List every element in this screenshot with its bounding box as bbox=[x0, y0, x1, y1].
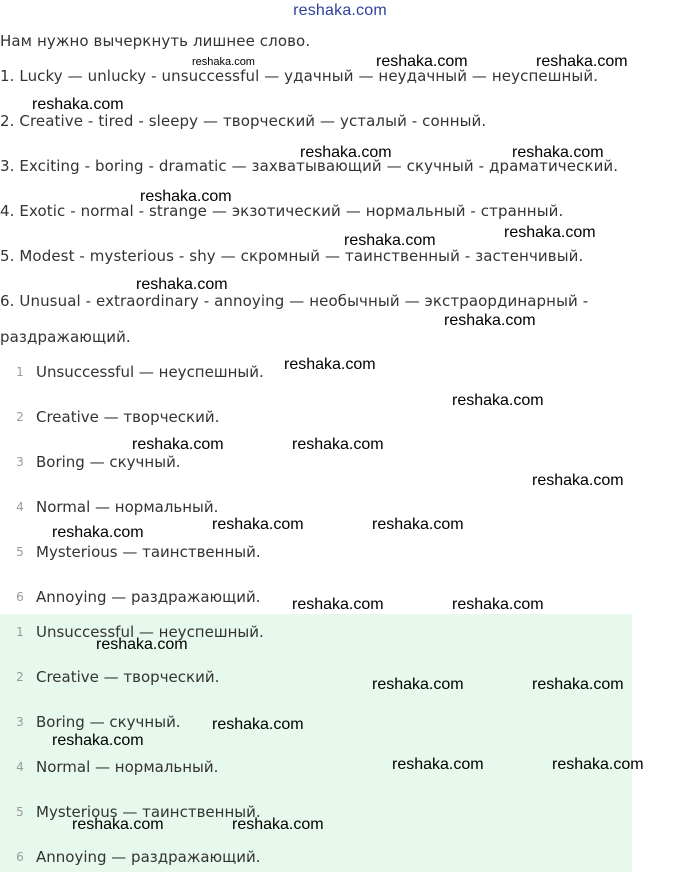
task-line-5: 5. Modest - mysterious - shy — скромный — таинственный - застенчивый. bbox=[0, 247, 584, 265]
list-text: Annoying — раздражающий. bbox=[36, 588, 261, 606]
watermark: reshaka.com bbox=[32, 96, 124, 113]
watermark: reshaka.com bbox=[344, 232, 436, 249]
watermark: reshaka.com bbox=[452, 596, 544, 613]
list-text: Boring — скучный. bbox=[36, 453, 181, 471]
list-number: 5 bbox=[16, 545, 24, 559]
task-line-3: 3. Exciting - boring - dramatic — захватывающий — скучный - драматический. bbox=[0, 157, 619, 175]
watermark: reshaka.com bbox=[292, 596, 384, 613]
intro-text: Нам нужно вычеркнуть лишнее слово. bbox=[0, 32, 311, 50]
list-text: Creative — творческий. bbox=[36, 408, 220, 426]
watermark: reshaka.com bbox=[372, 516, 464, 533]
watermark: reshaka.com bbox=[444, 312, 536, 329]
list-text: Creative — творческий. bbox=[36, 668, 220, 686]
watermark: reshaka.com bbox=[372, 676, 464, 693]
watermark: reshaka.com bbox=[532, 676, 624, 693]
list-number: 1 bbox=[16, 625, 24, 639]
watermark: reshaka.com bbox=[292, 436, 384, 453]
list-number: 1 bbox=[16, 365, 24, 379]
site-title[interactable]: reshaka.com bbox=[293, 2, 387, 19]
list-text: Boring — скучный. bbox=[36, 713, 181, 731]
task-line-6-cont: раздражающий. bbox=[0, 328, 131, 346]
list-number: 3 bbox=[16, 455, 24, 469]
task-line-1: 1. Lucky — unlucky - unsuccessful — удачный — неудачный — неуспешный. bbox=[0, 67, 599, 85]
list-text: Normal — нормальный. bbox=[36, 498, 219, 516]
watermark: reshaka.com bbox=[136, 276, 228, 293]
watermark: reshaka.com bbox=[132, 436, 224, 453]
list-number: 2 bbox=[16, 670, 24, 684]
task-line-4: 4. Exotic - normal - strange — экзотический — нормальный - странный. bbox=[0, 202, 564, 220]
list-text: Mysterious — таинственный. bbox=[36, 803, 261, 821]
list-text: Normal — нормальный. bbox=[36, 758, 219, 776]
watermark: reshaka.com bbox=[212, 716, 304, 733]
list-number: 4 bbox=[16, 760, 24, 774]
watermark: reshaka.com bbox=[140, 188, 232, 205]
watermark: reshaka.com bbox=[376, 53, 468, 70]
list-number: 5 bbox=[16, 805, 24, 819]
list-number: 2 bbox=[16, 410, 24, 424]
watermark: reshaka.com bbox=[232, 816, 324, 833]
watermark: reshaka.com bbox=[300, 144, 392, 161]
watermark: reshaka.com bbox=[552, 756, 644, 773]
watermark: reshaka.com bbox=[192, 56, 255, 68]
task-line-2: 2. Creative - tired - sleepy — творческий — усталый - сонный. bbox=[0, 112, 487, 130]
watermark: reshaka.com bbox=[72, 816, 164, 833]
watermark: reshaka.com bbox=[284, 356, 376, 373]
list-text: Unsuccessful — неуспешный. bbox=[36, 623, 264, 641]
watermark: reshaka.com bbox=[512, 144, 604, 161]
list-text: Unsuccessful — неуспешный. bbox=[36, 363, 264, 381]
list-number: 4 bbox=[16, 500, 24, 514]
watermark: reshaka.com bbox=[392, 756, 484, 773]
watermark: reshaka.com bbox=[452, 392, 544, 409]
watermark: reshaka.com bbox=[52, 524, 144, 541]
list-number: 6 bbox=[16, 850, 24, 864]
watermark: reshaka.com bbox=[52, 732, 144, 749]
watermark: reshaka.com bbox=[504, 224, 596, 241]
task-line-6: 6. Unusual - extraordinary - annoying — необычный — экстраординарный - bbox=[0, 292, 589, 310]
watermark: reshaka.com bbox=[212, 516, 304, 533]
list-number: 3 bbox=[16, 715, 24, 729]
watermark: reshaka.com bbox=[536, 53, 628, 70]
watermark: reshaka.com bbox=[96, 636, 188, 653]
list-text: Annoying — раздражающий. bbox=[36, 848, 261, 866]
list-text: Mysterious — таинственный. bbox=[36, 543, 261, 561]
watermark: reshaka.com bbox=[532, 472, 624, 489]
list-number: 6 bbox=[16, 590, 24, 604]
